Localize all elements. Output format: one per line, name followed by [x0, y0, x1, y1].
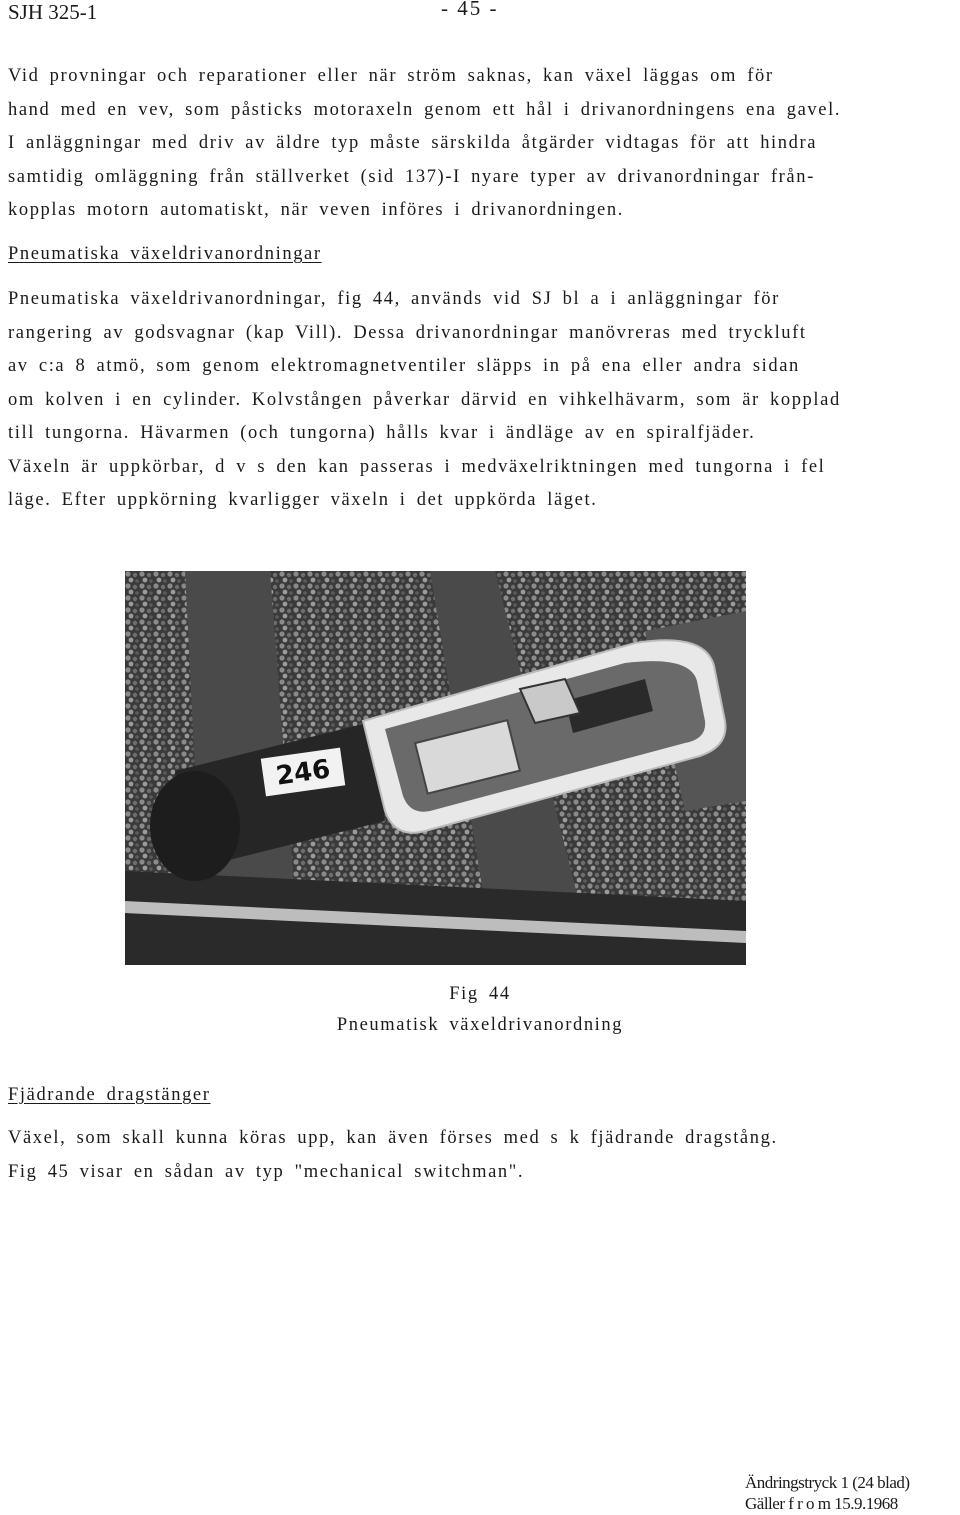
- text-line: läge. Efter uppkörning kvarligger växeln i det uppkörda läget.: [8, 490, 598, 510]
- text-line: rangering av godsvagnar (kap Vill). Dessa drivanordningar manövreras med tryckluft: [8, 322, 807, 343]
- text-line: till tungorna. Hävarmen (och tungorna) hålls kvar i ändläge av en spiralfjäder.: [8, 423, 756, 443]
- switch-machine-illustration: [125, 571, 746, 965]
- text-line: Växeln är uppkörbar, d v s den kan passeras i medväxelriktningen med tungorna i fel: [8, 456, 826, 477]
- text-line: om kolven i en cylinder. Kolvstången påverkar därvid en vihkelhävarm, som är kopplad: [8, 389, 841, 410]
- intro-paragraph: [8, 60, 958, 228]
- pneumatic-paragraph: [8, 283, 958, 518]
- text-line: Pneumatiska växeldrivanordningar, fig 44, används vid SJ bl a i anläggningar för: [8, 289, 780, 309]
- section-heading-spring-rods: Fjädrande dragstänger: [8, 1085, 211, 1105]
- text-line: Vid provningar och reparationer eller när ström saknas, kan växel läggas om för: [8, 66, 774, 86]
- figure-caption: Pneumatisk växeldrivanordning: [336, 1015, 624, 1035]
- text-line: samtidig omläggning från ställverket (sid 137)-I nyare typer av drivanordningar från-: [8, 166, 815, 187]
- text-line: hand med en vev, som påsticks motoraxeln genom ett hål i drivanordningens ena gavel.: [8, 99, 842, 120]
- text-line: I anläggningar med driv av äldre typ måste särskilda åtgärder vidtagas för att hindra: [8, 133, 818, 153]
- drive-end-cap: [150, 771, 240, 881]
- text-line: Växel, som skall kunna köras upp, kan även förses med s k fjädrande dragstång.: [8, 1128, 778, 1148]
- figure-photo: [125, 571, 746, 965]
- document-id: SJH 325-1: [8, 0, 98, 24]
- number-plate-text: 246: [274, 754, 333, 792]
- text-line: av c:a 8 atmö, som genom elektromagnetventiler släpps in på ena eller andra sidan: [8, 356, 800, 376]
- footer-revision: Ändringstryck 1 (24 blad): [745, 1473, 910, 1492]
- footer-validity: Gäller f r o m 15.9.1968: [745, 1494, 898, 1513]
- figure-label: Fig 44: [449, 984, 511, 1004]
- text-line: Fig 45 visar en sådan av typ "mechanical switchman".: [8, 1161, 525, 1182]
- spring-rods-paragraph: [8, 1122, 958, 1189]
- page-number: - 45 -: [441, 0, 499, 20]
- section-heading-pneumatic: Pneumatiska växeldrivanordningar: [8, 244, 322, 264]
- text-line: kopplas motorn automatiskt, när veven införes i drivanordningen.: [8, 200, 624, 220]
